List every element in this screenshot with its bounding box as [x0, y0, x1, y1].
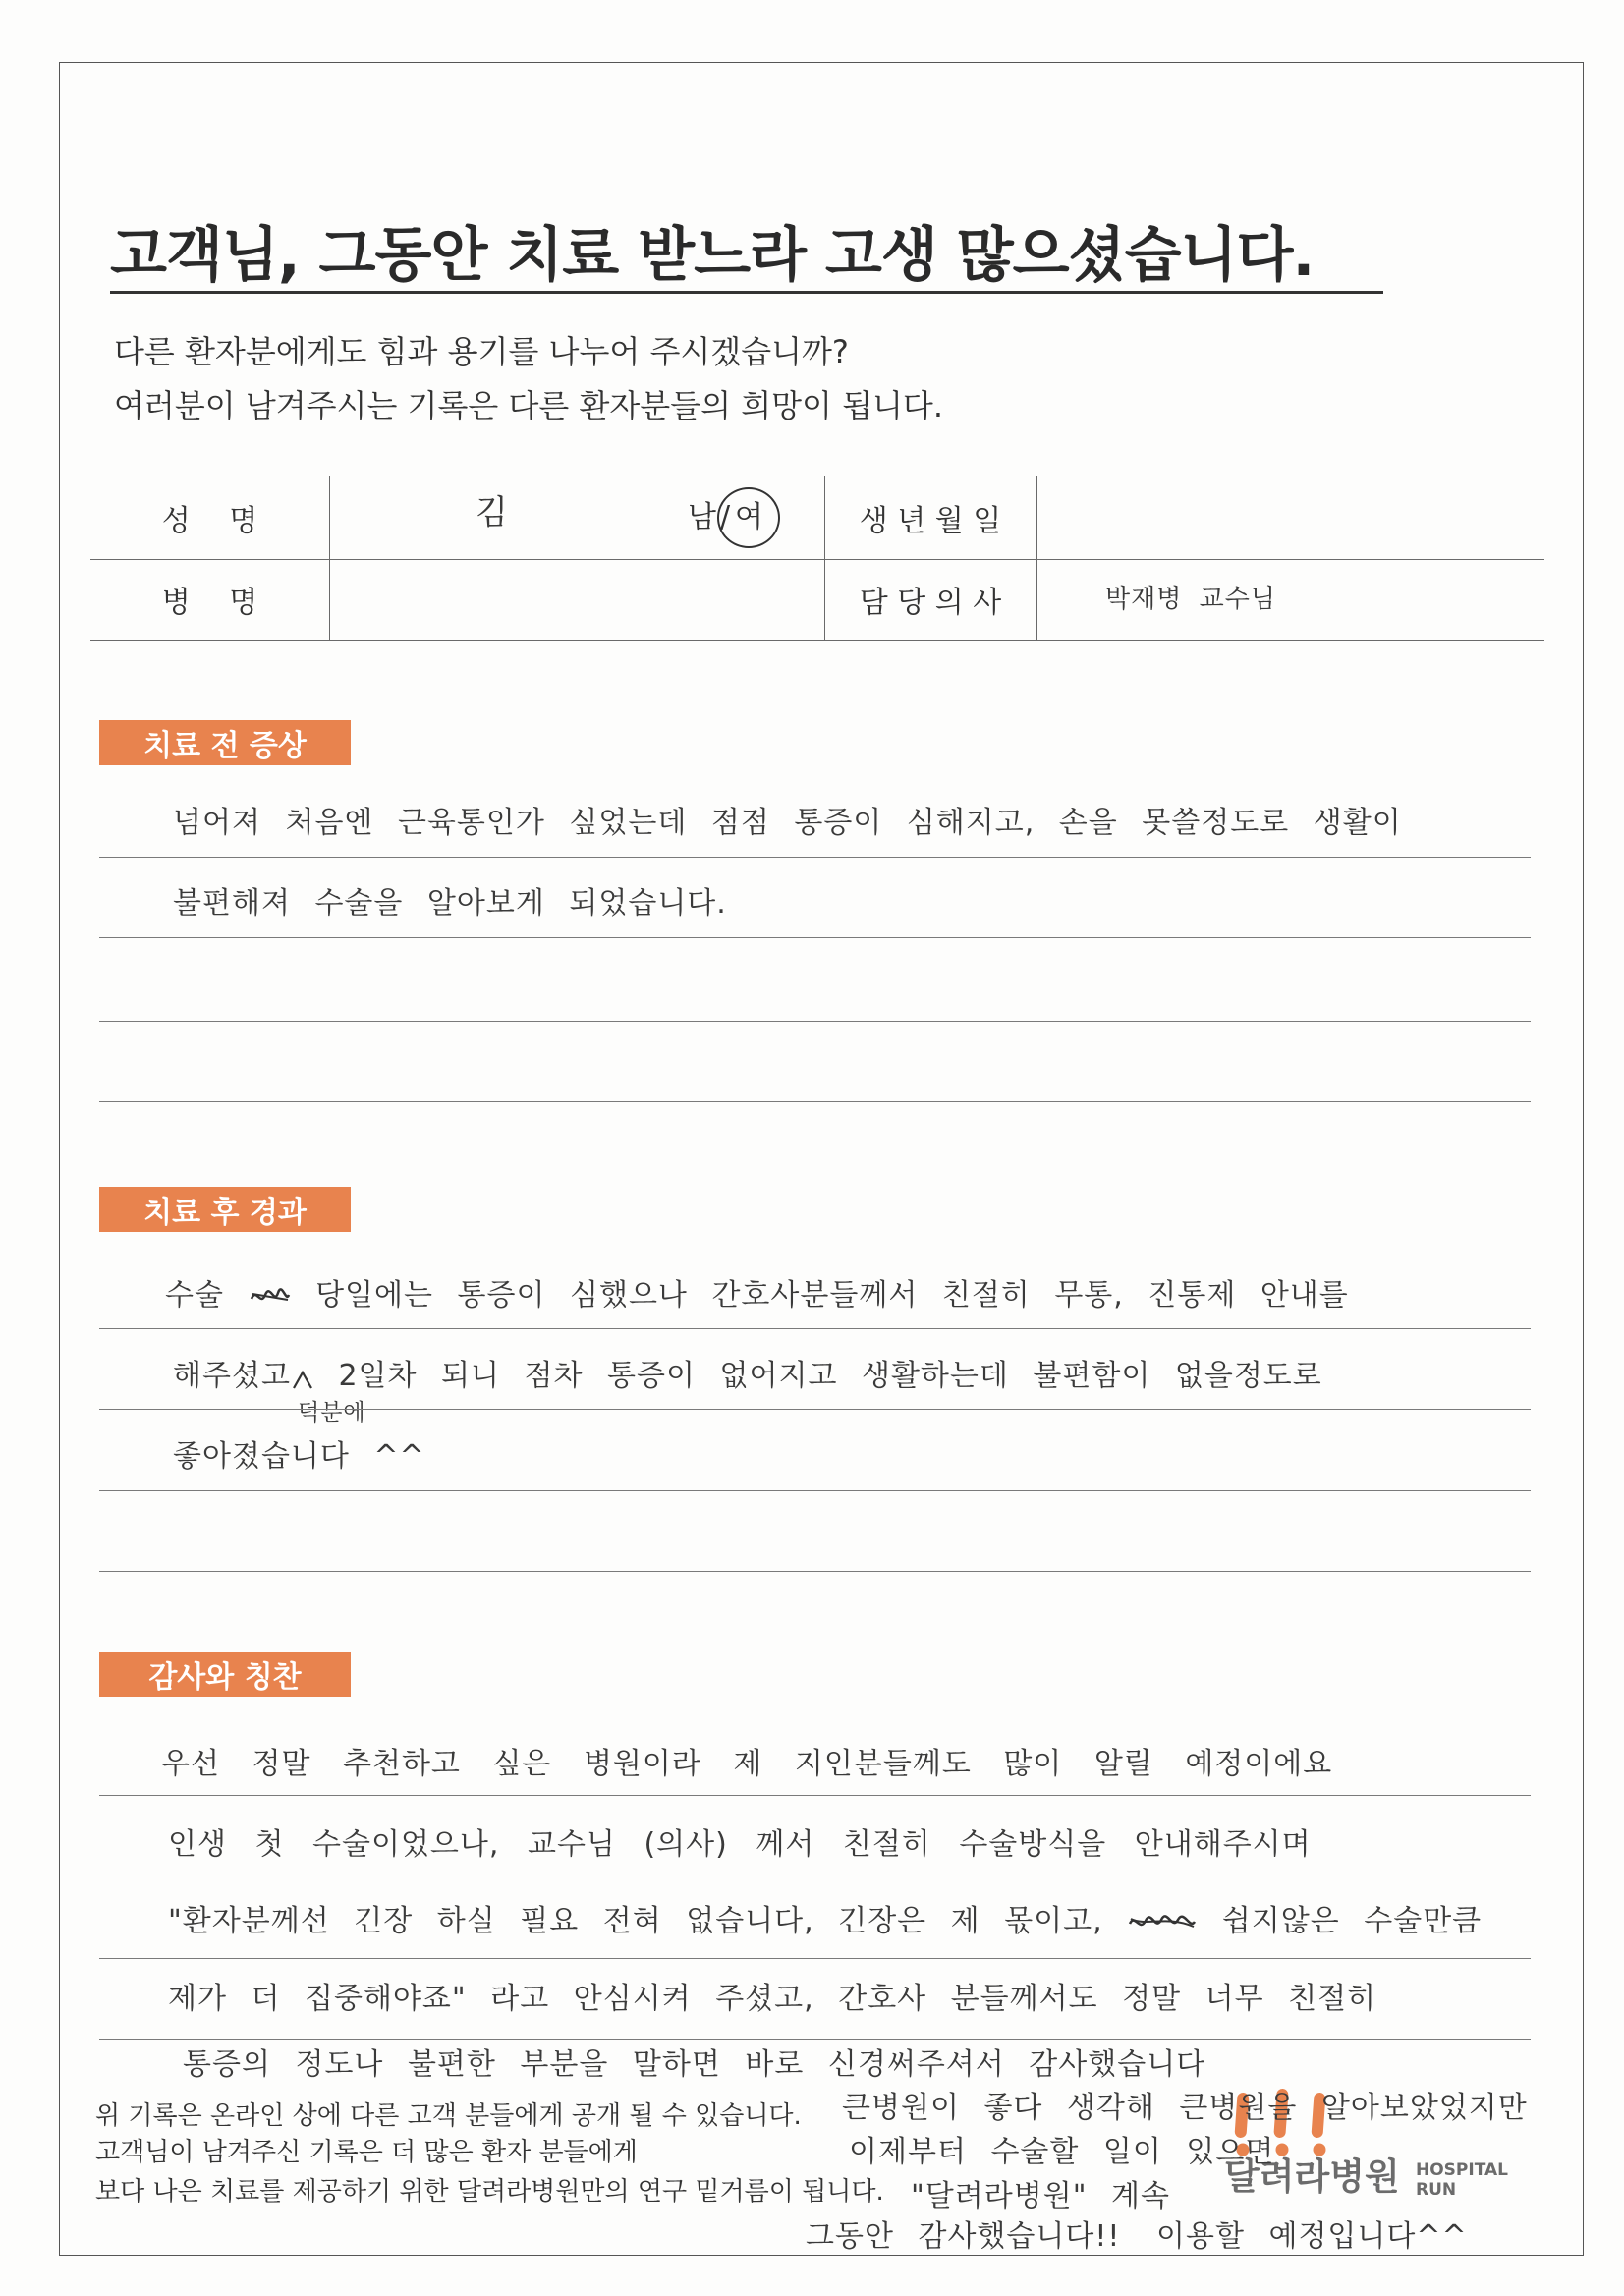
ruled-line: [99, 1795, 1531, 1796]
handwritten-line: 그동안 감사했습니다!!: [806, 2219, 1121, 2254]
page-title: 고객님, 그동안 치료 받느라 고생 많으셨습니다.: [110, 221, 1315, 290]
handwritten-line: 이용할 예정입니다^^: [1156, 2219, 1468, 2254]
handwritten-line: [165, 1276, 1349, 1316]
ruled-line: [99, 1101, 1531, 1102]
ruled-line: [99, 1328, 1531, 1329]
handwritten-text: 수술: [165, 1278, 224, 1313]
gender-female-option: 여: [735, 500, 763, 534]
ruled-line: [99, 937, 1531, 938]
ruled-line: [99, 1958, 1531, 1959]
gender-selection-circle: [717, 487, 780, 548]
section-label-before-treatment: 치료 전 증상: [99, 720, 351, 765]
handwritten-line: 좋아졌습니다 ^^: [173, 1439, 425, 1474]
handwritten-insertion: 덕분에: [298, 1400, 366, 1426]
handwritten-line: 우선 정말 추천하고 싶은 병원이라 제 지인분들께도 많이 알릴 예정이에요: [161, 1747, 1333, 1781]
section-label-after-treatment: 치료 후 경과: [99, 1187, 351, 1232]
ruled-line: [99, 2039, 1531, 2040]
handwritten-text: 쉽지않은 수술만큼: [1221, 1904, 1483, 1938]
ruled-line: [99, 1571, 1531, 1572]
ruled-line: [99, 857, 1531, 858]
table-column-divider: [329, 476, 330, 640]
handwritten-line: 불편해져 수술을 알아보게 되었습니다.: [173, 886, 727, 921]
insertion-caret-mark: [291, 1363, 314, 1392]
hospital-logo-name: 달려라병원: [1224, 2156, 1400, 2198]
handwritten-text: 해주셨고: [173, 1359, 291, 1393]
ruled-line: [99, 1021, 1531, 1022]
intro-line-2: 여러분이 남겨주시는 기록은 다른 환자분들의 희망이 됩니다.: [114, 387, 944, 424]
handwritten-text: "환자분께선 긴장 하실 필요 전혀 없습니다, 긴장은 제 몫이고,: [168, 1904, 1103, 1938]
name-value: 김: [476, 493, 509, 532]
table-bottom-border: [90, 640, 1544, 641]
gender-male-option: 남: [688, 500, 716, 534]
name-label: 성 명: [161, 503, 258, 538]
handwritten-line: [168, 1902, 1482, 1941]
hospital-logo-english-line-2: RUN: [1416, 2180, 1457, 2200]
section-label-gratitude: 감사와 칭찬: [99, 1652, 351, 1697]
hospital-logo-english-line-1: HOSPITAL: [1416, 2160, 1508, 2180]
handwritten-line: 제가 더 집중해야죠" 라고 안심시켜 주셨고, 간호사 분들께서도 정말 너무 친절히: [168, 1982, 1377, 2016]
handwritten-line: [173, 1357, 1322, 1396]
ruled-line: [99, 1409, 1531, 1410]
handwritten-line: "달려라병원" 계속: [911, 2179, 1170, 2213]
handwritten-line: 넘어져 처음엔 근육통인가 싶었는데 점점 통증이 심해지고, 손을 못쓸정도로 생활이: [173, 806, 1402, 840]
footer-notice-line: 고객님이 남겨주신 기록은 더 많은 환자 분들에게: [95, 2138, 638, 2167]
handwritten-text: 2일차 되니 점차 통증이 없어지고 생활하는데 불편함이 없을정도로: [338, 1359, 1322, 1393]
scribble-mark: [1127, 1909, 1198, 1936]
handwritten-line: 인생 첫 수술이었으나, 교수님 (의사) 께서 친절히 수술방식을 안내해주시며: [168, 1827, 1312, 1862]
birthdate-label: 생 년 월 일: [859, 503, 1002, 538]
scribble-mark: [249, 1283, 292, 1311]
table-column-divider: [1036, 476, 1037, 640]
handwritten-text: 당일에는 통증이 심했으나 간호사분들께서 친절히 무통, 진통제 안내를: [315, 1278, 1349, 1313]
doctor-value: 박재병 교수님: [1105, 585, 1276, 614]
title-underline: [110, 291, 1383, 294]
intro-line-1: 다른 환자분에게도 힘과 용기를 나누어 주시겠습니까?: [114, 333, 849, 370]
handwritten-line: 이제부터 수술할 일이 있으면: [849, 2135, 1275, 2169]
footer-notice-line: 보다 나은 치료를 제공하기 위한 달려라병원만의 연구 밑거름이 됩니다.: [95, 2177, 884, 2207]
doctor-label: 담 당 의 사: [859, 586, 1002, 620]
footer-notice-line: 위 기록은 온라인 상에 다른 고객 분들에게 공개 될 수 있습니다.: [95, 2101, 802, 2131]
diagnosis-label: 병 명: [161, 586, 258, 620]
ruled-line: [99, 1490, 1531, 1491]
handwritten-line: 큰병원이 좋다 생각해 큰병원을 알아보았었지만: [842, 2091, 1528, 2125]
gender-separator: /: [720, 500, 731, 534]
handwritten-line: 통증의 정도나 불편한 부분을 말하면 바로 신경써주셔서 감사했습니다: [183, 2047, 1206, 2082]
